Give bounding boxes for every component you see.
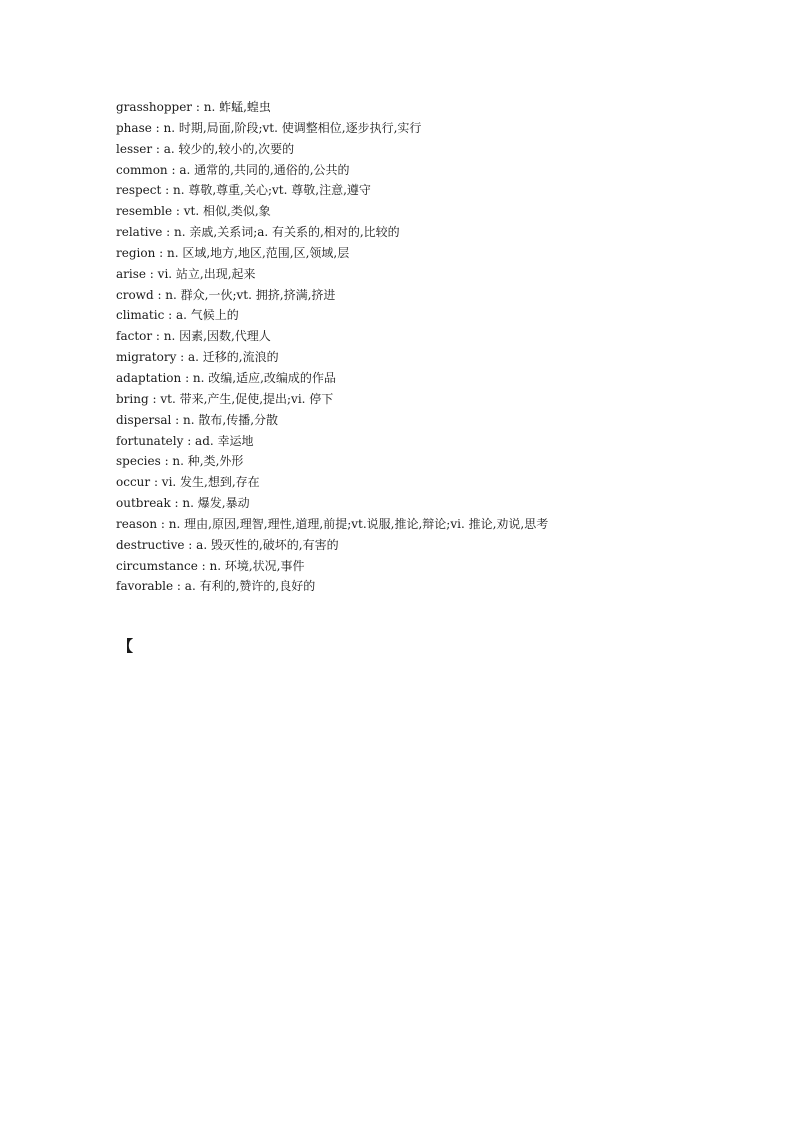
vocab-entry-occur — [116, 472, 776, 493]
entry-text: grasshopper : n. 蚱蜢,蝗虫 — [116, 100, 271, 114]
entry-text: climatic : a. 气候上的 — [116, 308, 239, 323]
vocab-entry-destructive — [116, 535, 776, 556]
vocab-entry-outbreak — [116, 493, 776, 514]
entry-text: fortunately : ad. 幸运地 — [116, 433, 254, 448]
entry-text: species : n. 种,类,外形 — [116, 454, 244, 469]
vocab-entry-region — [116, 243, 776, 264]
vocab-entry-factor — [116, 326, 776, 347]
vocab-entry-circumstance — [116, 556, 776, 577]
entry-text: region : n. 区域,地方,地区,范围,区,领域,层 — [116, 245, 350, 260]
vocab-entry-fortunately — [116, 431, 776, 452]
entry-text: dispersal : n. 散布,传播,分散 — [116, 412, 279, 427]
entry-text: lesser : a. 较少的,较小的,次要的 — [116, 141, 295, 156]
vocab-entry-adaptation — [116, 368, 776, 389]
vocab-entry-crowd — [116, 285, 776, 306]
entry-text: respect : n. 尊敬,尊重,关心;vt. 尊敬,注意,遵守 — [116, 183, 371, 198]
vocabulary-list — [116, 97, 776, 597]
vocab-entry-dispersal — [116, 410, 776, 431]
entry-text: resemble : vt. 相似,类似,象 — [116, 204, 271, 219]
vocab-entry-bring — [116, 389, 776, 410]
vocab-entry-respect — [116, 180, 776, 201]
entry-text: occur : vi. 发生,想到,存在 — [116, 475, 260, 490]
trailing-bracket-mark: 【 — [118, 637, 134, 655]
vocab-entry-relative — [116, 222, 776, 243]
vocab-entry-climatic — [116, 305, 776, 326]
entry-text: outbreak : n. 爆发,暴动 — [116, 496, 250, 511]
entry-text: reason : n. 理由,原因,理智,理性,道理,前提;vt.说服,推论,辩论;vi. 推论,劝说,思考 — [116, 516, 549, 531]
entry-text: bring : vt. 带来,产生,促使,提出;vi. 停下 — [116, 391, 334, 406]
entry-text: arise : vi. 站立,出现,起来 — [116, 266, 256, 281]
vocab-entry-phase — [116, 118, 776, 139]
vocab-entry-arise — [116, 264, 776, 285]
vocab-entry-grasshopper — [116, 97, 776, 118]
entry-text: migratory : a. 迁移的,流浪的 — [116, 350, 279, 365]
vocab-entry-favorable — [116, 576, 776, 597]
vocab-entry-lesser — [116, 139, 776, 160]
entry-text: destructive : a. 毁灭性的,破坏的,有害的 — [116, 537, 339, 552]
entry-text: phase : n. 时期,局面,阶段;vt. 使调整相位,逐步执行,实行 — [116, 120, 422, 135]
vocab-entry-resemble — [116, 201, 776, 222]
vocab-entry-reason — [116, 514, 776, 535]
vocab-entry-migratory — [116, 347, 776, 368]
vocab-entry-species — [116, 451, 776, 472]
entry-text: crowd : n. 群众,一伙;vt. 拥挤,挤满,挤进 — [116, 287, 336, 302]
entry-text: circumstance : n. 环境,状况,事件 — [116, 558, 305, 573]
entry-text: favorable : a. 有利的,赞许的,良好的 — [116, 579, 316, 594]
vocab-entry-common — [116, 160, 776, 181]
entry-text: factor : n. 因素,因数,代理人 — [116, 329, 271, 344]
entry-text: adaptation : n. 改编,适应,改编成的作品 — [116, 370, 336, 385]
entry-text: common : a. 通常的,共同的,通俗的,公共的 — [116, 162, 350, 177]
entry-text: relative : n. 亲戚,关系词;a. 有关系的,相对的,比较的 — [116, 225, 400, 240]
